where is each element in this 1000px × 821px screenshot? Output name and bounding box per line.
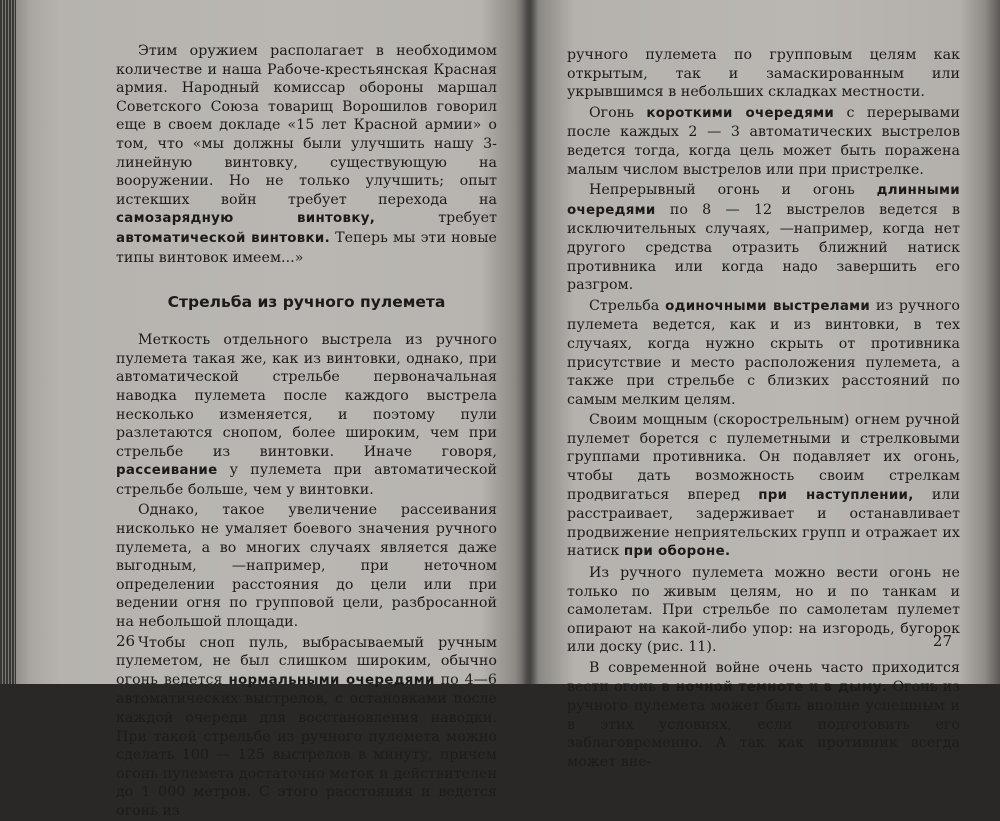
bold-term: в ночной темноте [661, 679, 804, 695]
left-page-text-top [116, 42, 497, 267]
paragraph [567, 411, 960, 562]
bold-term: нормальными очередями [228, 672, 435, 688]
bold-term: рассеивание [116, 463, 218, 479]
text-run: по 4—6 автоматических выстрелов, с остановками после каждой очереди для восстановления наводки. При такой стрельбе из ручного пулемета можно сделать 100 — 125 выстрелов в минуту, причем огонь пулемета достаточно меток и действителен до 1 000 метров. С этого расстояния и ведется огонь из [116, 671, 497, 819]
bold-term: короткими очередями [646, 105, 835, 121]
bold-term: автоматической винтовки. [116, 230, 330, 246]
bold-term: при обороне. [623, 544, 731, 560]
text-run: требует [375, 210, 498, 227]
paragraph [116, 634, 497, 821]
text-run: Огонь [589, 104, 647, 121]
text-run: Своим мощным (скорострельным) огнем ручной пулемет борется с пулеметными и стрелковыми группами противника. Он подавляет их огонь, чтобы дать возможность своим стрелкам продвигаться вперед [567, 412, 960, 503]
paragraph [567, 181, 960, 295]
paragraph [567, 564, 960, 657]
text-run: ручного пулемета по групповым целям как открытым, так и замаскированным или укрывшимся в небольших складках местности. [567, 47, 960, 101]
paragraph [567, 46, 960, 102]
text-run: Непрерывный огонь и огонь [589, 182, 877, 199]
text-run: Чтобы сноп пуль, выбрасываемый ручным пулеметом, не был слишком широким, обычно огонь ведется [116, 634, 497, 688]
text-run: у пулемета при автоматической стрельбе больше, чем у винтовки. [116, 462, 497, 498]
left-page-text-bottom [116, 331, 497, 820]
page-number-left: 26 [116, 632, 136, 650]
text-run: Меткость отдельного выстрела из ручного пулемета такая же, как из винтовки, однако, при автоматической стрельбе первоначальная наводка пулемета после каждого выстрела несколько изменяется, и поэтому пули разлетаются снопом, более широким, чем при стрельбе из винтовки. Иначе говоря, [116, 332, 497, 460]
paragraph [567, 104, 960, 179]
text-run: или расстраивает, задерживает и останавливает продвижение неприятельских групп и отражает их натиск [567, 486, 960, 560]
text-run: Однако, такое увеличение рассеивания нисколько не умаляет боевого значения ручного пулемета, а во многих случаях является даже выгодным, —например, при неточном определении расстояния до цели или при ведении огня по групповой цели, разбросанной на небольшой площади. [116, 502, 497, 631]
text-run: В современной войне очень часто приходится вести огонь [567, 660, 960, 695]
right-page [535, 0, 1000, 770]
text-run: Стрельба [589, 297, 666, 314]
bold-term: самозарядную винтовку, [116, 211, 376, 227]
paragraph [116, 42, 497, 267]
bold-term: длинными очередями [567, 183, 960, 218]
paragraph [567, 297, 960, 410]
bold-term: одиночными выстрелами [665, 298, 871, 314]
right-page-text [567, 46, 960, 772]
paragraph [567, 659, 960, 772]
section-heading: Стрельба из ручного пулемета [167, 293, 446, 312]
text-run: из ручного пулемета ведется, как и из винтовки, в тех случаях, когда нужно скрыть от противника присутствие и место расположения пулемета, а также при стрельбе с близких расстояний по самым мелким целям. [567, 297, 960, 408]
text-run: и [803, 678, 824, 695]
bold-term: при наступлении, [758, 487, 914, 503]
text-run: с перерывами после каждых 2 — 3 автоматических выстрелов ведется тогда, когда цель может быть поражена малым числом выстрелов или при пристрелке. [567, 104, 960, 178]
text-run: по 8 — 12 выстрелов ведется в исключительных случаях, —например, когда нет другого средства отразить ближний натиск противника или когда надо завершить его разгром. [567, 201, 960, 294]
bold-term: в дыму. [823, 679, 888, 695]
text-run: Этим оружием располагает в необходимом количестве и наша Рабоче-крестьянская Красная армия. Народный комиссар обороны маршал Советского Союза товарищ Ворошилов говорил еще в своем докладе «15 лет Красной армии» о том, что «мы должны были улучшить нашу 3-линейную винтовку, существующую на вооружении. Но не только улучшить; опыт истекших войн требует перехода на [116, 43, 497, 208]
text-run: Теперь мы эти новые типы винтовок имеем...» [116, 229, 497, 266]
paragraph [116, 331, 497, 499]
text-run: Огонь из ручного пулемета может быть вполне успешным и в этих условиях, если подготовить его заблаговременно. А так как противник всегда может вне- [567, 678, 961, 770]
page-number-right: 27 [932, 632, 952, 650]
paragraph [116, 501, 497, 631]
text-run: Из ручного пулемета можно вести огонь не только по живым целям, но и по танкам и самолетам. При стрельбе по самолетам пулемет опирают на какой-либо упор: на изгородь, бугорок или доску (рис. 11). [567, 565, 960, 656]
